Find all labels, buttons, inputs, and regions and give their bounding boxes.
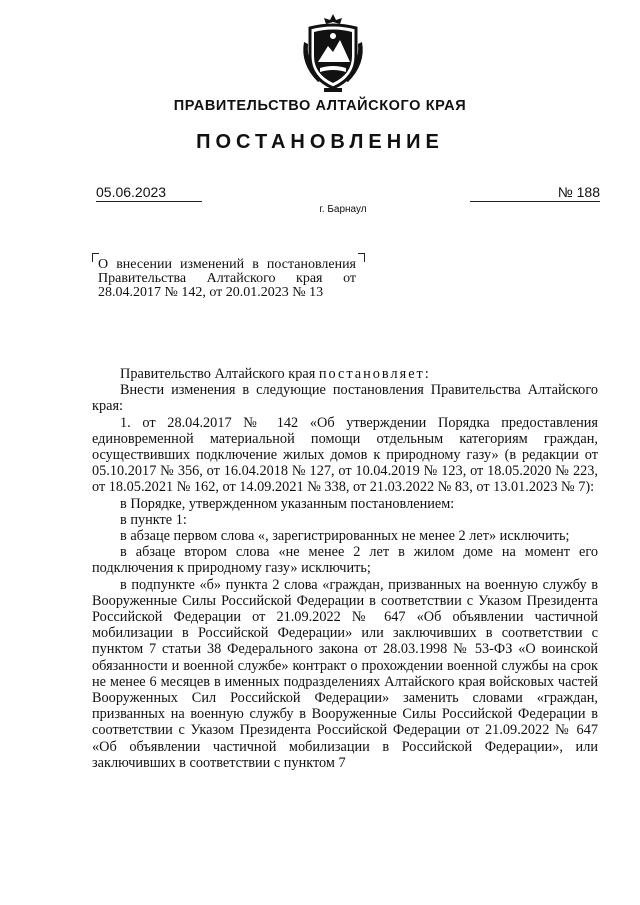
intro-paragraph (92, 366, 598, 382)
document-body (92, 366, 598, 771)
government-title: ПРАВИТЕЛЬСТВО АЛТАЙСКОГО КРАЯ (173, 98, 467, 114)
body-paragraph: в Порядке, утвержденном указанным постановлением: (120, 495, 455, 512)
body-paragraph: в подпункте «б» пункта 2 слова «граждан, призванных на военную службу в Вооруженные Силы Российской Федерации в соответствии с Указом Президента Российской Федерации от 21.09.2022 № 647 «Об объявлении частичной мобилизации в Российской Федерации» или заключивших в соответствии с пунктом 7 статьи 38 Федерального закона от 28.03.1998 № 53-ФЗ «О воинской обязанности и военной службе» контракт о прохождении военной службы на срок не менее 6 месяцев в именных подразделениях Алтайского края войсковых частей Вооруженных Сил Российской Федерации» заменить словами «граждан, призванных на военную службу в Вооруженные Силы Российской Федерации в соответствии с Указом Президента Российской Федерации от 21.09.2022 № 647 «Об объявлении частичной мобилизации в Российской Федерации», или заключивших в соответствии с пунктом 7 (92, 576, 598, 771)
document-subject: О внесении изменений в постановления Правительства Алтайского края от 28.04.2017 № 142, от 20.01.2023 № 13 (98, 257, 356, 300)
body-paragraph: в абзаце первом слова «, зарегистрированных не менее 2 лет» исключить; (120, 528, 570, 545)
document-date: 05.06.2023 (96, 184, 202, 202)
document-number: № 188 (470, 184, 600, 202)
document-type: ПОСТАНОВЛЕНИЕ (196, 131, 444, 153)
body-paragraph: в пункте 1: (120, 511, 187, 528)
intro-prefix: Правительство Алтайского края (120, 366, 316, 382)
intro-verb: постановляет: (318, 366, 431, 382)
body-paragraph: Внести изменения в следующие постановления Правительства Алтайского края: (92, 382, 598, 415)
altai-coat-of-arms-emblem-icon (298, 12, 368, 96)
document-city: г. Барнаул (319, 204, 367, 215)
body-paragraph: в абзаце втором слова «не менее 2 лет в жилом доме на момент его подключения к природному газу» исключить; (92, 544, 598, 577)
body-paragraph: 1. от 28.04.2017 № 142 «Об утверждении Порядка предоставления единовременной материальной помощи отдельным категориям граждан, осуществивших подключение жилых домов к природному газу» (в редакции от 05.10.2017 № 356, от 16.04.2018 № 127, от 10.04.2019 № 123, от 18.05.2020 № 223, от 18.05.2021 № 162, от 14.09.2021 № 338, от 21.03.2022 № 83, от 13.01.2023 № 7): (92, 414, 598, 496)
subject-bracket-right (358, 253, 365, 262)
